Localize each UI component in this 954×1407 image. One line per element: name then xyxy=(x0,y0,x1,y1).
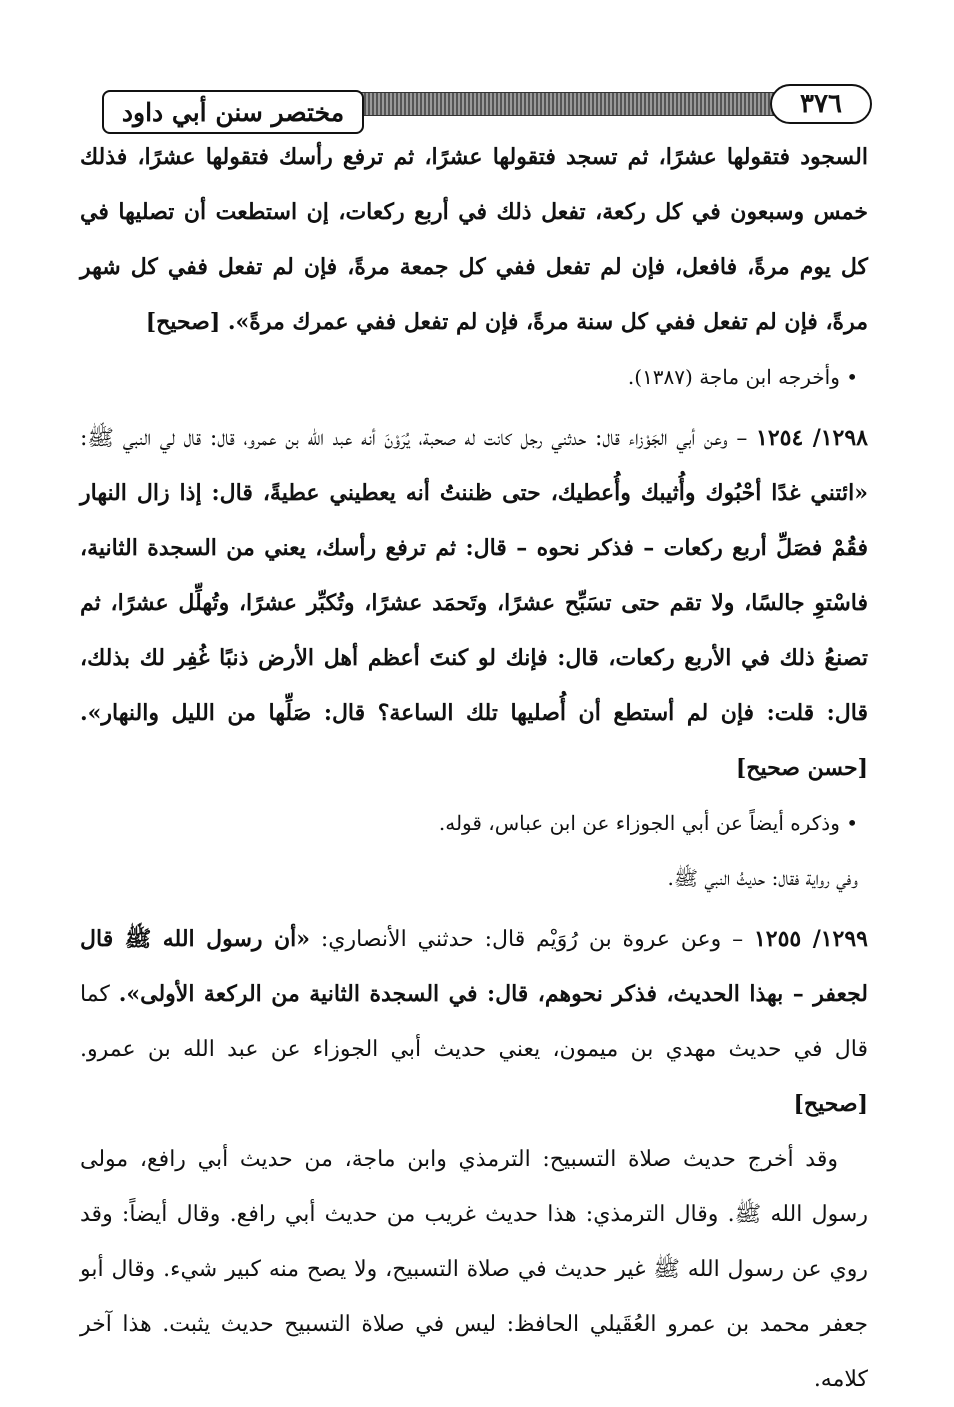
page-number: ٣٧٦ xyxy=(770,84,872,124)
hadith-1299 xyxy=(80,912,868,1132)
hadith-chain: – وعن عروة بن رُوَيْم قال: حدثني الأنصاري: xyxy=(310,927,754,952)
hadith-comment: كما قال في حديث مهدي بن ميمون، يعني حديث أبي الجوزاء عن عبد الله بن عمرو. xyxy=(80,982,868,1062)
header-decorative-band xyxy=(352,92,832,116)
page-body xyxy=(80,130,868,1407)
hadith-number: ١٢٩٨/ ١٢٥٤ xyxy=(756,425,868,451)
hadith-text: «ائتني غدًا أحْبُوك وأُثيبك وأُعطيك، حتى ظننتُ أنه يعطيني عطيةً، قال: إذا زال النهار فقُمْ فصَلِّ أربع ركعات – فذكر نحوه – قال: ثم ترفع رأسك، يعني من السجدة الثانية، فاسْتوِ جالسًا، ولا تقم حتى تسَبِّح عشرًا، وتَحمَد عشرًا، وتُكبِّر عشرًا، وتُهلِّل عشرًا، ثم تصنعُ ذلك في الأربع ركعات، قال: فإنك لو كنتَ أعظم أهل الأرض ذنبًا غُفِر لك بذلك، قال: قلت: فإن لم أستطع أن أُصليها تلك الساعة؟ قال: صَلِّها من الليل والنهار». [حسن صحيح] xyxy=(80,480,868,781)
takhrij-note: • وأخرجه ابن ماجة (١٣٨٧). xyxy=(627,365,858,389)
book-title: مختصر سنن أبي داود xyxy=(102,90,364,134)
hadith-grade: [صحيح] xyxy=(793,1091,868,1117)
closing-remarks: وقد أخرج حديث صلاة التسبيح: الترمذي وابن ماجة، من حديث أبي رافع، مولى رسول الله ﷺ. وقال الترمذي: هذا حديث غريب من حديث أبي رافع. وقال أيضاً: وقد روي عن رسول الله ﷺ غير حديث في صلاة التسبيح، ولا يصح منه كبير شيء. وقال أبو جعفر محمد بن عمرو العُقَيلي الحافظ: ليس في صلاة التسبيح حديث يثبت. هذا آخر كلامه. xyxy=(80,1147,868,1392)
hadith-number: ١٢٩٩/ ١٢٥٥ xyxy=(753,926,868,952)
hadith-text: «أن رسول الله ﷺ قال لجعفر – بهذا الحديث، فذكر نحوهم، قال: في السجدة الثانية من الركعة الأولى». xyxy=(80,926,868,1007)
page-header xyxy=(102,84,872,136)
takhrij-note-2: • وذكره أيضاً عن أبي الجوزاء عن ابن عباس، قوله. xyxy=(438,811,858,835)
hadith-continuation: السجود فتقولها عشرًا، ثم تسجد فتقولها عشرًا، ثم ترفع رأسك فتقولها عشرًا، فذلك خمس وسبعون في كل ركعة، تفعل ذلك في أربع ركعات، إن استطعت أن تصليها في كل يوم مرةً، فافعل، فإن لم تفعل ففي كل جمعة مرةً، فإن لم تفعل ففي كل شهر مرةً، فإن لم تفعل ففي كل سنة مرةً، فإن لم تفعل ففي عمرك مرةً». [صحيح] xyxy=(80,144,868,335)
hadith-chain: – وعن أبي الجَوْزاء قال: حدثني رجل كانت له صحبة، يُرَوْنَ أنه عبد الله بن عمرو، قال: قال لي النبي ﷺ: xyxy=(80,426,757,451)
narration-note: وفي رواية فقال: حديثُ النبي ﷺ. xyxy=(667,866,858,890)
hadith-1298 xyxy=(80,411,868,796)
